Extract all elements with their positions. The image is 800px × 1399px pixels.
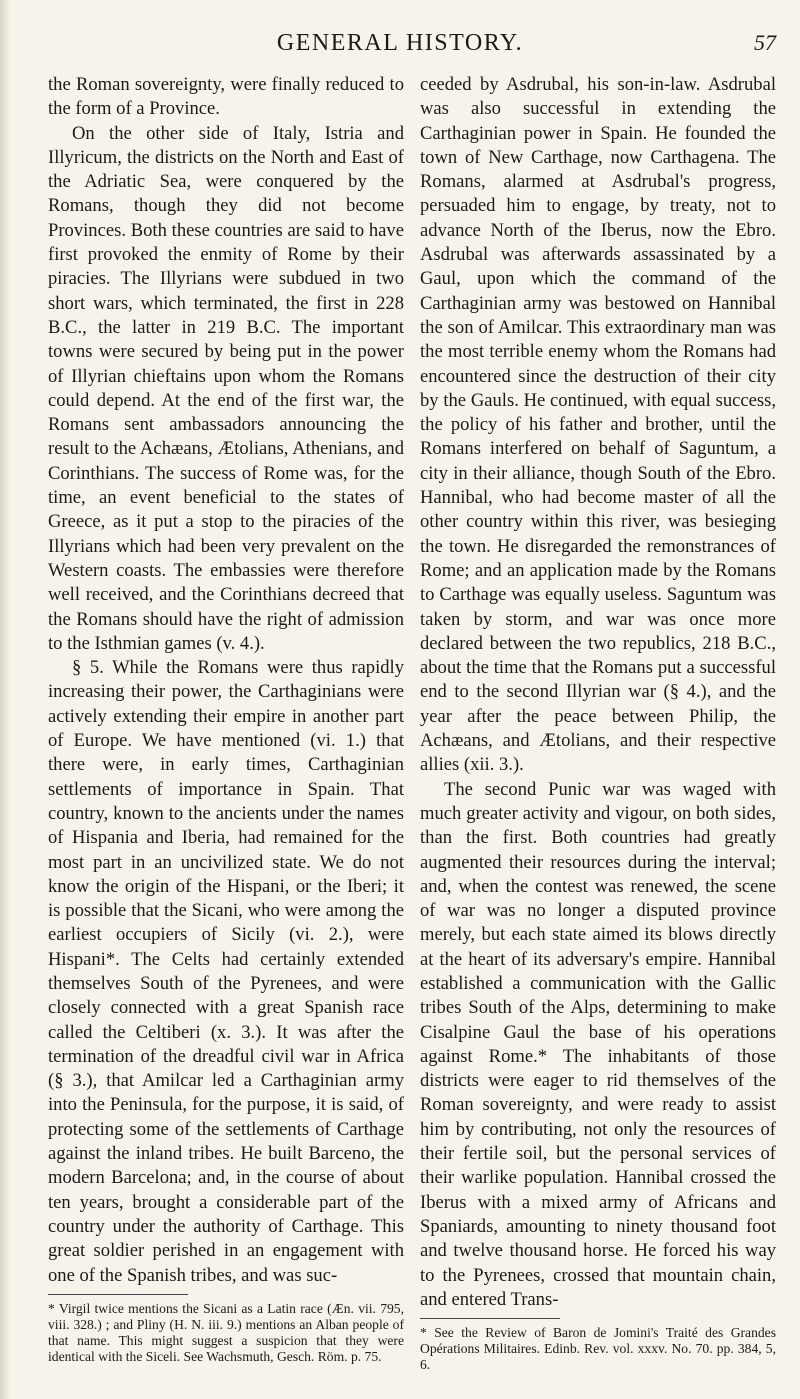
footnote: * See the Review of Baron de Jomini's Traité des Grandes Opérations Militaires. Edinb. Rev. vol. xxxv. No. 70. pp. 384, 5, 6. [420,1325,776,1373]
paragraph: The second Punic war was waged with much greater activity and vigour, on both sides, than the first. Both countries had greatly augmented their resources during the interval; and, when the contest was renewed, the scene of war was no longer a disputed province merely, but each state aimed its blows directly at the heart of its adversary's empire. Hannibal established a communication with the Gallic tribes South of the Alps, determining to make Cisalpine Gaul the base of his operations against Rome.* The inhabitants of those districts were eager to rid themselves of the Roman sovereignty, and were ready to assist him by contributing, not only the resources of their fertile soil, but the personal services of their warlike population. Hannibal crossed the Iberus with a mixed army of Africans and Spaniards, amounting to ninety thousand foot and twelve thousand horse. He forced his way to the Pyrenees, crossed that mountain chain, and entered Trans- [420,778,776,1310]
paragraph: ceeded by Asdrubal, his son-in-law. Asdrubal was also successful in extending the Carthaginian power in Spain. He founded the town of New Carthage, now Carthagena. The Romans, alarmed at Asdrubal's progress, persuaded him to engage, by treaty, not to advance North of the Iberus, now the Ebro. Asdrubal was afterwards assassinated by a Gaul, upon which the command of the Carthaginian army was bestowed on Hannibal the son of Amilcar. This extraordinary man was the most terrible enemy whom the Romans had encountered since the destruction of their city by the Gauls. He continued, with equal success, the policy of his father and brother, until the Romans interfered on behalf of Saguntum, a city in their alliance, though South of the Ebro. Hannibal, who had become master of all the other country within this river, was besieging the town. He disregarded the remonstrances of Rome; and an application made by the Romans to Carthage was equally useless. Saguntum was taken by storm, and war was once more declared between the two republics, 218 B.C., about the time that the Romans put a successful end to the second Illyrian war (§ 4.), and the year after the peace between Philip, the Achæans, and Ætolians, and their respective allies (xii. 3.). [420,74,776,776]
page-header [0,22,800,62]
footnote: * Virgil twice mentions the Sicani as a Latin race (Æn. vii. 795, viii. 328.) ; and Pliny (H. N. iii. 9.) mentions an Alban people of that name. This might suggest a suspicion that they were identical with the Siceli. See Wachsmuth, Gesch. Röm. p. 75. [48,1300,404,1364]
paragraph: On the other side of Italy, Istria and Illyricum, the districts on the North and East of the Adriatic Sea, were conquered by the Romans, though they did not become Provinces. Both these countries are said to have first provoked the enmity of Rome by their piracies. The Illyrians were subdued in two short wars, which terminated, the first in 228 B.C., the latter in 219 B.C. The important towns were secured by being put in the power of Illyrian chieftains upon whom the Romans could depend. At the end of the first war, the Romans sent ambassadors announcing the result to the Achæans, Ætolians, Athenians, and Corinthians. The success of Rome was, for the time, an event beneficial to the states of Greece, as it put a stop to the piracies of the Illyrians which had been very prevalent on the Western coasts. The embassies were therefore well received, and the Corinthians decreed that the Romans should have the right of admission to the Isthmian games (v. 4.). [48,122,404,654]
paragraph: § 5. While the Romans were thus rapidly increasing their power, the Carthaginians were actively extending their empire in another part of Europe. We have mentioned (vi. 1.) that there were, in early times, Carthaginian settlements of importance in Spain. That country, known to the ancients under the names of Hispania and Iberia, had remained for the most part in an uncivilized state. We do not know the origin of the Hispani, or the Iberi; it is possible that the Sicani, who were among the earliest occupiers of Sicily (vi. 2.), were Hispani*. The Celts had certainly extended themselves South of the Pyrenees, and were closely connected with a great Spanish race called the Celtiberi (x. 3.). It was after the termination of the dreadful civil war in Africa (§ 3.), that Amilcar led a Carthaginian army into the Peninsula, for the purpose, it is said, of protecting some of the settlements of Carthage against the inland tribes. He built Barceno, the modern Barcelona; and, in the course of about ten years, brought a considerable part of the country under the authority of Carthage. This great soldier perished in an engagement with one of the Spanish tribes, and was suc- [48,657,404,1286]
paragraph: the Roman sovereignty, were finally reduced to the form of a Province. [48,74,404,120]
left-column [48,73,404,1365]
page-gutter [0,0,10,1399]
running-head: GENERAL HISTORY. [276,30,524,56]
footnote-rule [48,1294,188,1295]
footnote-rule [420,1318,560,1319]
page-number: 57 [754,30,776,55]
right-column [420,73,776,1373]
